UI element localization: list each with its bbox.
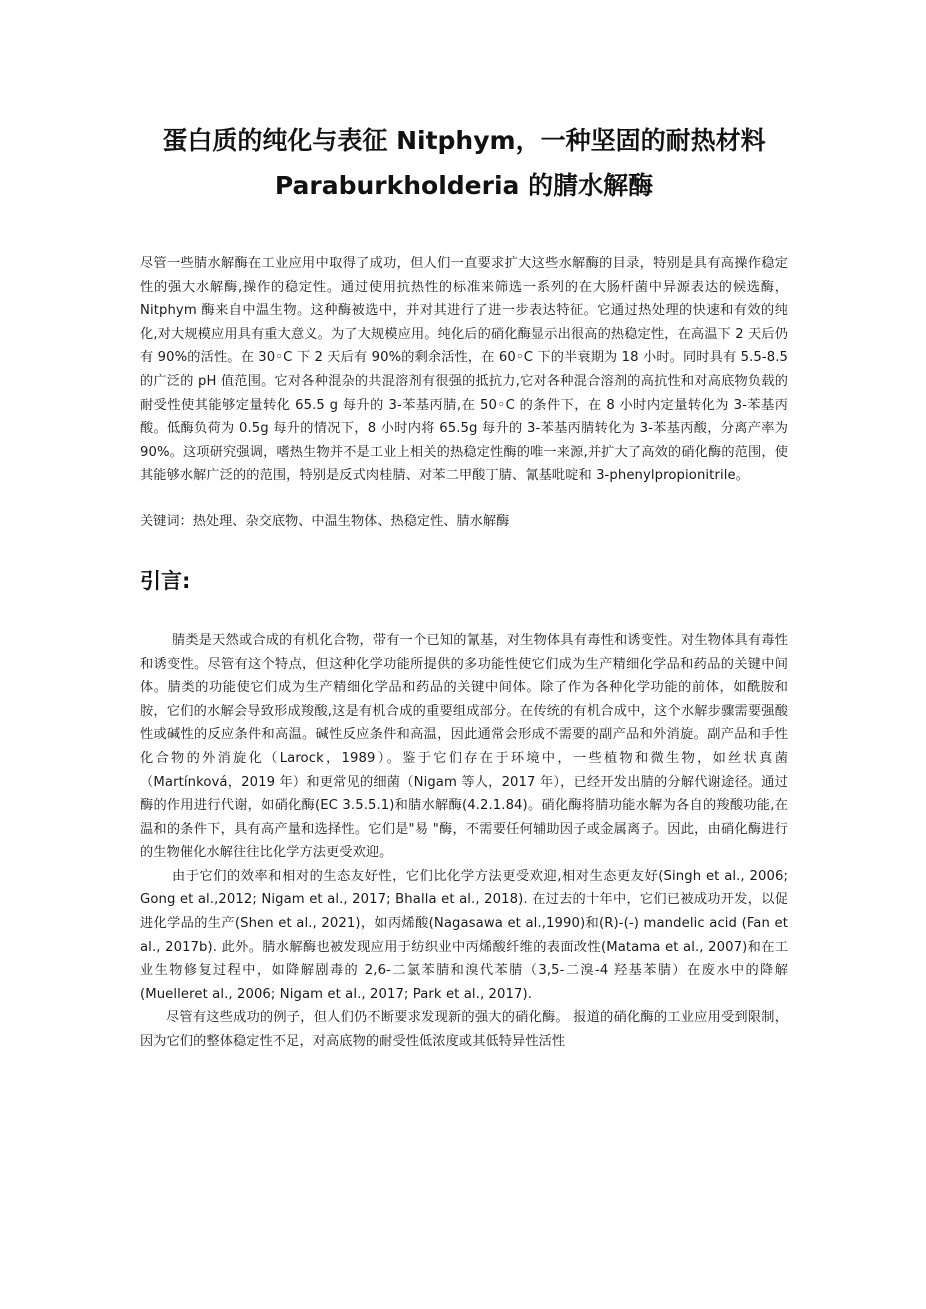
introduction-body <box>140 629 788 1054</box>
section-heading-introduction: 引言: <box>140 568 191 593</box>
title-line-2: Paraburkholderia 的腈水解酶 <box>274 171 654 200</box>
keywords-line: 关键词：热处理、杂交底物、中温生物体、热稳定性、腈水解酶 <box>140 513 510 529</box>
intro-paragraph-2: 由于它们的效率和相对的生态友好性，它们比化学方法更受欢迎,相对生态更友好(Singh et al., 2006; Gong et al.,2012; Nigam et al., 2017; Bhalla et al., 2018). 在过去的十年中，它们已被成功开发，以促进化学品的生产(Shen et al., 2021)，如丙烯酸(Nagasawa et al.,1990)和(R)-(-) mandelic acid (Fan et al., 2017b). 此外。腈水解酶也被发现应用于纺织业中丙烯酸纤维的表面改性(Matama et al., 2007)和在工业生物修复过程中，如降解剧毒的 2,6-二氯苯腈和溴代苯腈（3,5-二溴-4 羟基苯腈）在废水中的降解(Muelleret al., 2006; Nigam et al., 2017; Park et al., 2017). <box>140 868 788 1002</box>
intro-paragraph-3: 尽管有这些成功的例子，但人们仍不断要求发现新的强大的硝化酶。 报道的硝化酶的工业应用受到限制，因为它们的整体稳定性不足，对高底物的耐受性低浓度或其低特异性活性 <box>140 1010 788 1050</box>
document-title <box>140 118 788 208</box>
document-page <box>140 0 788 1054</box>
abstract-paragraph: 尽管一些腈水解酶在工业应用中取得了成功，但人们一直要求扩大这些水解酶的目录，特别是具有高操作稳定性的强大水解酶,操作的稳定性。通过使用抗热性的标准来筛选一系列的在大肠杆菌中异源表达的候选酶，Nitphym 酶来自中温生物。这种酶被选中，并对其进行了进一步表达特征。它通过热处理的快速和有效的纯化,对大规模应用具有重大意义。为了大规模应用。纯化后的硝化酶显示出很高的热稳定性，在高温下 2 天后仍有 90%的活性。在 30◦C 下 2 天后有 90%的剩余活性，在 60◦C 下的半衰期为 18 小时。同时具有 5.5-8.5 的广泛的 pH 值范围。它对各种混杂的共混溶剂有很强的抵抗力,它对各种混合溶剂的高抗性和对高底物负载的耐受性使其能够定量转化 65.5 g 每升的 3-苯基丙腈,在 50◦C 的条件下，在 8 小时内定量转化为 3-苯基丙酸。低酶负荷为 0.5g 每升的情况下，8 小时内将 65.5g 每升的 3-苯基丙腈转化为 3-苯基丙酸，分离产率为 90%。这项研究强调，嗜热生物并不是工业上相关的热稳定性酶的唯一来源,并扩大了高效的硝化酶的范围，使其能够水解广泛的的范围，特别是反式肉桂腈、对苯二甲酸丁腈、氰基吡啶和 3-phenylpropionitrile。 <box>140 256 788 484</box>
title-line-1: 蛋白质的纯化与表征 Nitphym，一种坚固的耐热材料 <box>162 126 766 155</box>
intro-paragraph-1: 腈类是天然或合成的有机化合物，带有一个已知的氰基，对生物体具有毒性和诱变性。对生物体具有毒性和诱变性。尽管有这个特点，但这种化学功能所提供的多功能性使它们成为生产精细化学品和药品的关键中间体。腈类的功能使它们成为生产精细化学品和药品的关键中间体。除了作为各种化学功能的前体，如酰胺和胺，它们的水解会导致形成羧酸,这是有机合成的重要组成部分。在传统的有机合成中，这个水解步骤需要强酸性或碱性的反应条件和高温。碱性反应条件和高温，因此通常会形成不需要的副产品和外消旋。副产品和手性化合物的外消旋化（Larock，1989）。鉴于它们存在于环境中，一些植物和微生物，如丝状真菌（Martínková，2019 年）和更常见的细菌（Nigam 等人，2017 年），已经开发出腈的分解代谢途径。通过酶的作用进行代谢，如硝化酶(EC 3.5.5.1)和腈水解酶(4.2.1.84)。硝化酶将腈功能水解为各自的羧酸功能,在温和的条件下，具有高产量和选择性。它们是"易 "酶，不需要任何辅助因子或金属离子。因此，由硝化酶进行的生物催化水解往往比化学方法更受欢迎。 <box>140 632 788 861</box>
